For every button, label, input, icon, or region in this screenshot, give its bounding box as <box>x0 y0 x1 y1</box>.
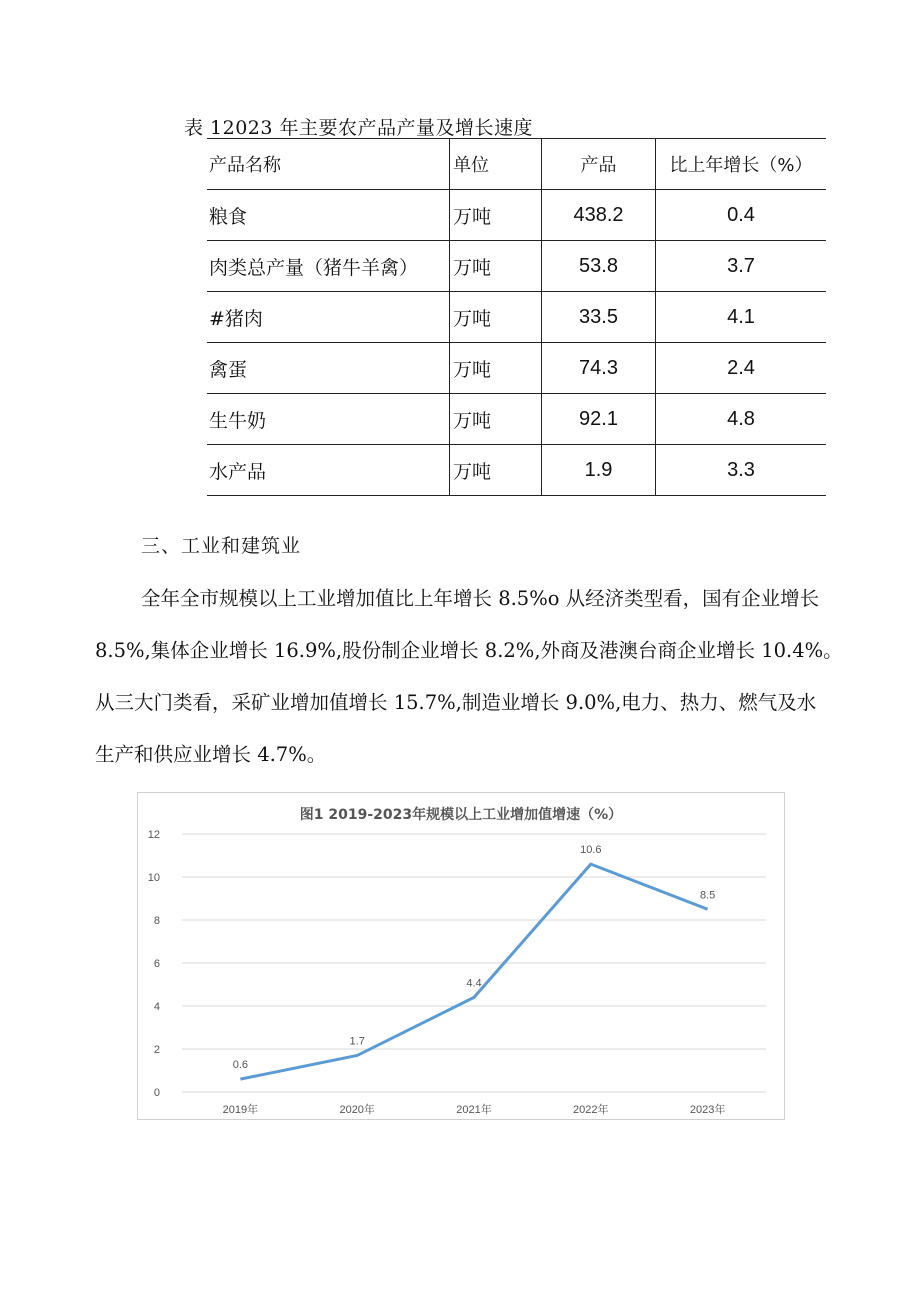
x-tick-label: 2019年 <box>222 1104 259 1116</box>
header-unit: 单位 <box>450 139 542 190</box>
y-tick-label: 2 <box>153 1044 160 1056</box>
chart-axis-ticks <box>148 829 726 1116</box>
row-unit: 万吨 <box>450 445 542 496</box>
y-tick-label: 4 <box>153 1001 160 1013</box>
row-unit: 万吨 <box>450 190 542 241</box>
data-label: 4.4 <box>466 977 482 990</box>
y-tick-label: 6 <box>153 958 160 970</box>
row-growth: 3.3 <box>656 445 827 496</box>
table-caption: 表 12023 年主要农产品产量及增长速度 <box>184 117 534 139</box>
row-value: 1.9 <box>542 445 656 496</box>
growth-series-line <box>240 864 707 1079</box>
chart-data-labels <box>233 844 715 1071</box>
paragraph-line: 8.5%,集体企业增长 16.9%,股份制企业增长 8.2%,外商及港澳台商企业增长 10.4%。 <box>95 639 843 662</box>
row-value: 438.2 <box>542 190 656 241</box>
row-growth: 4.1 <box>656 292 827 343</box>
row-name: 水产品 <box>209 460 267 483</box>
row-value: 33.5 <box>542 292 656 343</box>
row-name: 肉类总产量（猪牛羊禽） <box>209 256 419 279</box>
table-row <box>207 445 826 496</box>
header-product-name: 产品名称 <box>209 155 281 176</box>
data-label: 10.6 <box>580 844 602 857</box>
growth-line-chart <box>137 792 785 1120</box>
row-value: 92.1 <box>542 394 656 445</box>
table-row <box>207 394 826 445</box>
header-output: 产品 <box>542 139 656 190</box>
chart-title: 图1 2019-2023年规模以上工业增加值增速（%） <box>299 807 623 823</box>
table-row <box>207 292 826 343</box>
paragraph-line: 生产和供应业增长 4.7%。 <box>95 743 327 766</box>
paragraph-line: 从三大门类看，采矿业增加值增长 15.7%,制造业增长 9.0%,电力、热力、燃气及水 <box>95 691 817 714</box>
section-heading: 三、工业和建筑业 <box>141 535 302 557</box>
table-row <box>207 343 826 394</box>
row-growth: 4.8 <box>656 394 827 445</box>
y-tick-label: 8 <box>153 915 160 927</box>
chart-series <box>240 864 707 1079</box>
row-unit: 万吨 <box>450 394 542 445</box>
row-name: #猪肉 <box>209 307 263 330</box>
y-tick-label: 0 <box>153 1087 160 1099</box>
row-growth: 3.7 <box>656 241 827 292</box>
row-growth: 2.4 <box>656 343 827 394</box>
x-tick-label: 2020年 <box>339 1104 375 1116</box>
row-name: 粮食 <box>209 205 248 228</box>
row-unit: 万吨 <box>450 343 542 394</box>
row-growth: 0.4 <box>656 190 827 241</box>
table-row <box>207 190 826 241</box>
chart-canvas <box>138 793 784 1119</box>
table-header-row <box>207 139 826 190</box>
y-tick-label: 10 <box>147 872 160 884</box>
chart-gridlines <box>182 834 766 1092</box>
x-tick-label: 2021年 <box>456 1104 492 1116</box>
data-label: 1.7 <box>349 1035 365 1048</box>
paragraph-line: 全年全市规模以上工业增加值比上年增长 8.5%o 从经济类型看，国有企业增长 <box>141 587 820 610</box>
data-label: 0.6 <box>232 1059 249 1072</box>
agri-product-table <box>207 138 826 496</box>
row-unit: 万吨 <box>450 241 542 292</box>
row-name: 禽蛋 <box>209 358 248 381</box>
row-value: 53.8 <box>542 241 656 292</box>
y-tick-label: 12 <box>147 829 160 841</box>
table-row <box>207 241 826 292</box>
x-tick-label: 2022年 <box>573 1104 609 1116</box>
header-growth: 比上年增长（%） <box>656 139 827 190</box>
x-tick-label: 2023年 <box>689 1104 726 1116</box>
row-value: 74.3 <box>542 343 656 394</box>
data-label: 8.5 <box>699 889 716 902</box>
row-unit: 万吨 <box>450 292 542 343</box>
section-paragraph <box>95 573 867 781</box>
row-name: 生牛奶 <box>209 409 267 432</box>
